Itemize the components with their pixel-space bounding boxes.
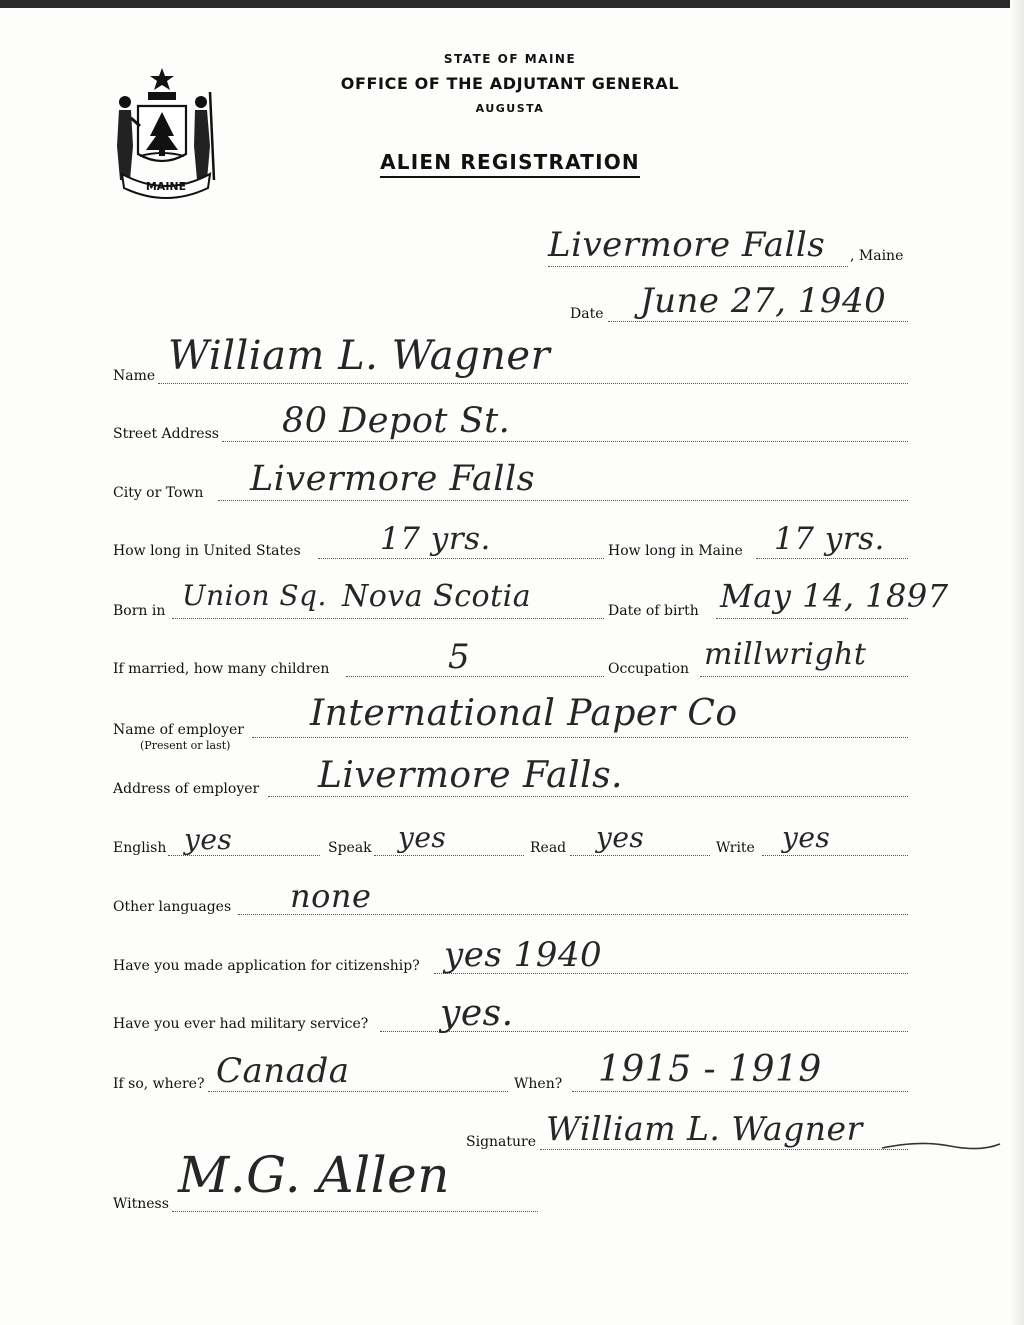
witness-line (172, 1211, 538, 1212)
speak-entry: yes (398, 821, 447, 854)
us-duration-entry: 17 yrs. (380, 521, 491, 557)
children-line (346, 676, 604, 677)
when-entry: 1915 - 1919 (598, 1049, 822, 1090)
english-label: English (113, 840, 167, 856)
name-line (158, 383, 908, 384)
seal-banner-text: MAINE (145, 180, 187, 193)
when-line (572, 1091, 908, 1092)
other-languages-entry: none (290, 877, 372, 915)
maine-label: , Maine (850, 248, 904, 264)
children-label: If married, how many children (113, 661, 330, 677)
write-label: Write (716, 840, 755, 856)
where-label: If so, where? (113, 1076, 205, 1092)
header-state: STATE OF MAINE (443, 52, 577, 66)
signature-tail-stroke (880, 1136, 1004, 1156)
born-in-label: Born in (113, 603, 166, 619)
born-in-line (172, 618, 604, 619)
read-entry: yes (596, 821, 645, 854)
form-title-text: ALIEN REGISTRATION (380, 150, 640, 178)
street-address-entry: 80 Depot St. (282, 401, 511, 441)
write-entry: yes (782, 821, 831, 854)
us-duration-line (318, 558, 604, 559)
occupation-line (700, 676, 908, 677)
military-label: Have you ever had military service? (113, 1016, 369, 1032)
occupation-entry: millwright (704, 637, 867, 672)
maine-duration-entry: 17 yrs. (774, 521, 885, 557)
name-label: Name (113, 368, 156, 384)
street-address-line (222, 441, 908, 442)
when-label: When? (514, 1076, 563, 1092)
occupation-label: Occupation (608, 661, 690, 677)
city-entry: Livermore Falls (250, 459, 536, 499)
born-in-place-entry: Union Sq. (182, 579, 327, 612)
write-line (762, 855, 908, 856)
header-office: OFFICE OF THE ADJUTANT GENERAL (340, 74, 680, 93)
maine-state-seal-icon (112, 62, 220, 200)
name-entry: William L. Wagner (168, 333, 551, 379)
signature-label: Signature (466, 1134, 537, 1150)
date-of-birth-label: Date of birth (608, 603, 699, 619)
date-line (608, 321, 908, 322)
where-entry: Canada (216, 1051, 350, 1091)
english-entry: yes (184, 823, 233, 856)
scan-edge-right (1010, 0, 1024, 1325)
citizenship-entry: yes 1940 (444, 935, 603, 975)
citizenship-label: Have you made application for citizenship? (113, 958, 420, 974)
military-entry: yes. (440, 993, 514, 1034)
where-line (208, 1091, 508, 1092)
date-label: Date (570, 306, 604, 322)
form-title (300, 150, 720, 174)
read-label: Read (530, 840, 567, 856)
maine-duration-line (756, 558, 908, 559)
employer-name-entry: International Paper Co (310, 693, 738, 734)
town-entry: Livermore Falls (548, 225, 826, 265)
born-in-province-entry: Nova Scotia (342, 579, 532, 614)
town-line (548, 266, 848, 267)
scan-border-top (0, 0, 1024, 8)
employer-address-label: Address of employer (113, 781, 260, 797)
date-of-birth-entry: May 14, 1897 (720, 577, 949, 615)
children-entry: 5 (448, 637, 471, 677)
street-address-label: Street Address (113, 426, 219, 442)
speak-label: Speak (328, 840, 372, 856)
employer-name-label: Name of employer (113, 722, 244, 738)
read-line (570, 855, 710, 856)
city-line (218, 500, 908, 501)
speak-line (374, 855, 524, 856)
signature-line (540, 1149, 908, 1150)
date-of-birth-line (716, 618, 908, 619)
header-city: AUGUSTA (475, 102, 545, 115)
signature-entry: William L. Wagner (546, 1109, 863, 1148)
witness-label: Witness (113, 1196, 169, 1212)
date-entry: June 27, 1940 (640, 281, 887, 321)
employer-note: (Present or last) (140, 739, 231, 752)
maine-duration-label: How long in Maine (608, 543, 743, 559)
witness-entry: M.G. Allen (178, 1146, 450, 1204)
us-duration-label: How long in United States (113, 543, 301, 559)
employer-address-entry: Livermore Falls. (318, 755, 623, 796)
employer-address-line (268, 796, 908, 797)
employer-name-line (252, 737, 908, 738)
city-label: City or Town (113, 485, 204, 501)
other-languages-label: Other languages (113, 899, 232, 915)
